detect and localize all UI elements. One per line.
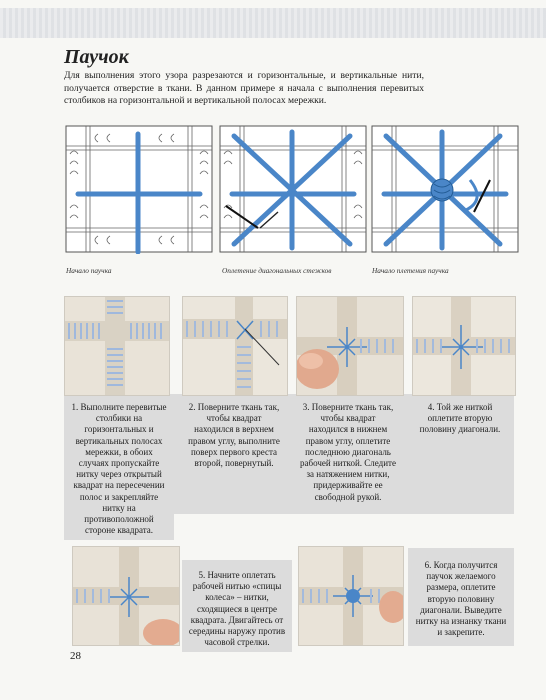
step-2-text: 2. Поверните ткань так, чтобы квадрат находился в верхнем правом углу, выполните поверх первого креста второй, повернутый.: [180, 398, 288, 473]
photo-step-1: [64, 296, 170, 396]
spider-weaving-diagram: [370, 124, 520, 254]
intro-paragraph: Для выполнения этого узора разрезаются и горизонтальные, и вертикальные нити, получается отверстие в ткани. В данном примере я начала с выполнения перевитых столбиков на горизонтальной и вертикальной полосах мережки.: [64, 70, 424, 106]
page-title: Паучок: [64, 46, 129, 68]
header-band: [0, 8, 546, 38]
step-6-text: 6. Когда получится паучок желаемого размера, оплетите вторую половину диагонали. Выведите нитку на изнанку ткани и закрепите.: [408, 556, 514, 642]
caption-diagram-1: Начало паучка: [66, 266, 112, 275]
photo-step-5: [72, 546, 180, 646]
photo-step-4: [412, 296, 516, 396]
photo-step-2: [182, 296, 288, 396]
page-number: 28: [70, 650, 81, 662]
diagonal-weaving-diagram: [218, 124, 368, 254]
caption-diagram-2: Оплетение диагональных стежков: [222, 266, 332, 275]
photo-step-3: [296, 296, 404, 396]
spider-start-diagram: [64, 124, 214, 254]
step-5-text: 5. Начните оплетать рабочей нитью «спицы колеса» – нитки, сходящиеся в центре квадрата. Двигайтесь от середины наружу против часовой стрелки.: [182, 566, 292, 652]
caption-diagram-3: Начало плетения паучка: [372, 266, 449, 275]
photo-step-6: [298, 546, 404, 646]
step-4-text: 4. Той же ниткой оплетите вторую половину диагонали.: [408, 398, 512, 440]
step-1-text: 1. Выполните перевитые столбики на горизонтальных и вертикальных полосах мережки, в обоих случаях пропускайте нитку через открытый квадрат на пересечении полос и закрепляйте нитку на противоположной стороне квадрата.: [64, 398, 174, 540]
step-3-text: 3. Поверните ткань так, чтобы квадрат находился в нижнем правом углу, оплетите последнюю диагональ рабочей ниткой. Следите за натяжением нитки, придерживайте ее свободной рукой.: [294, 398, 402, 507]
